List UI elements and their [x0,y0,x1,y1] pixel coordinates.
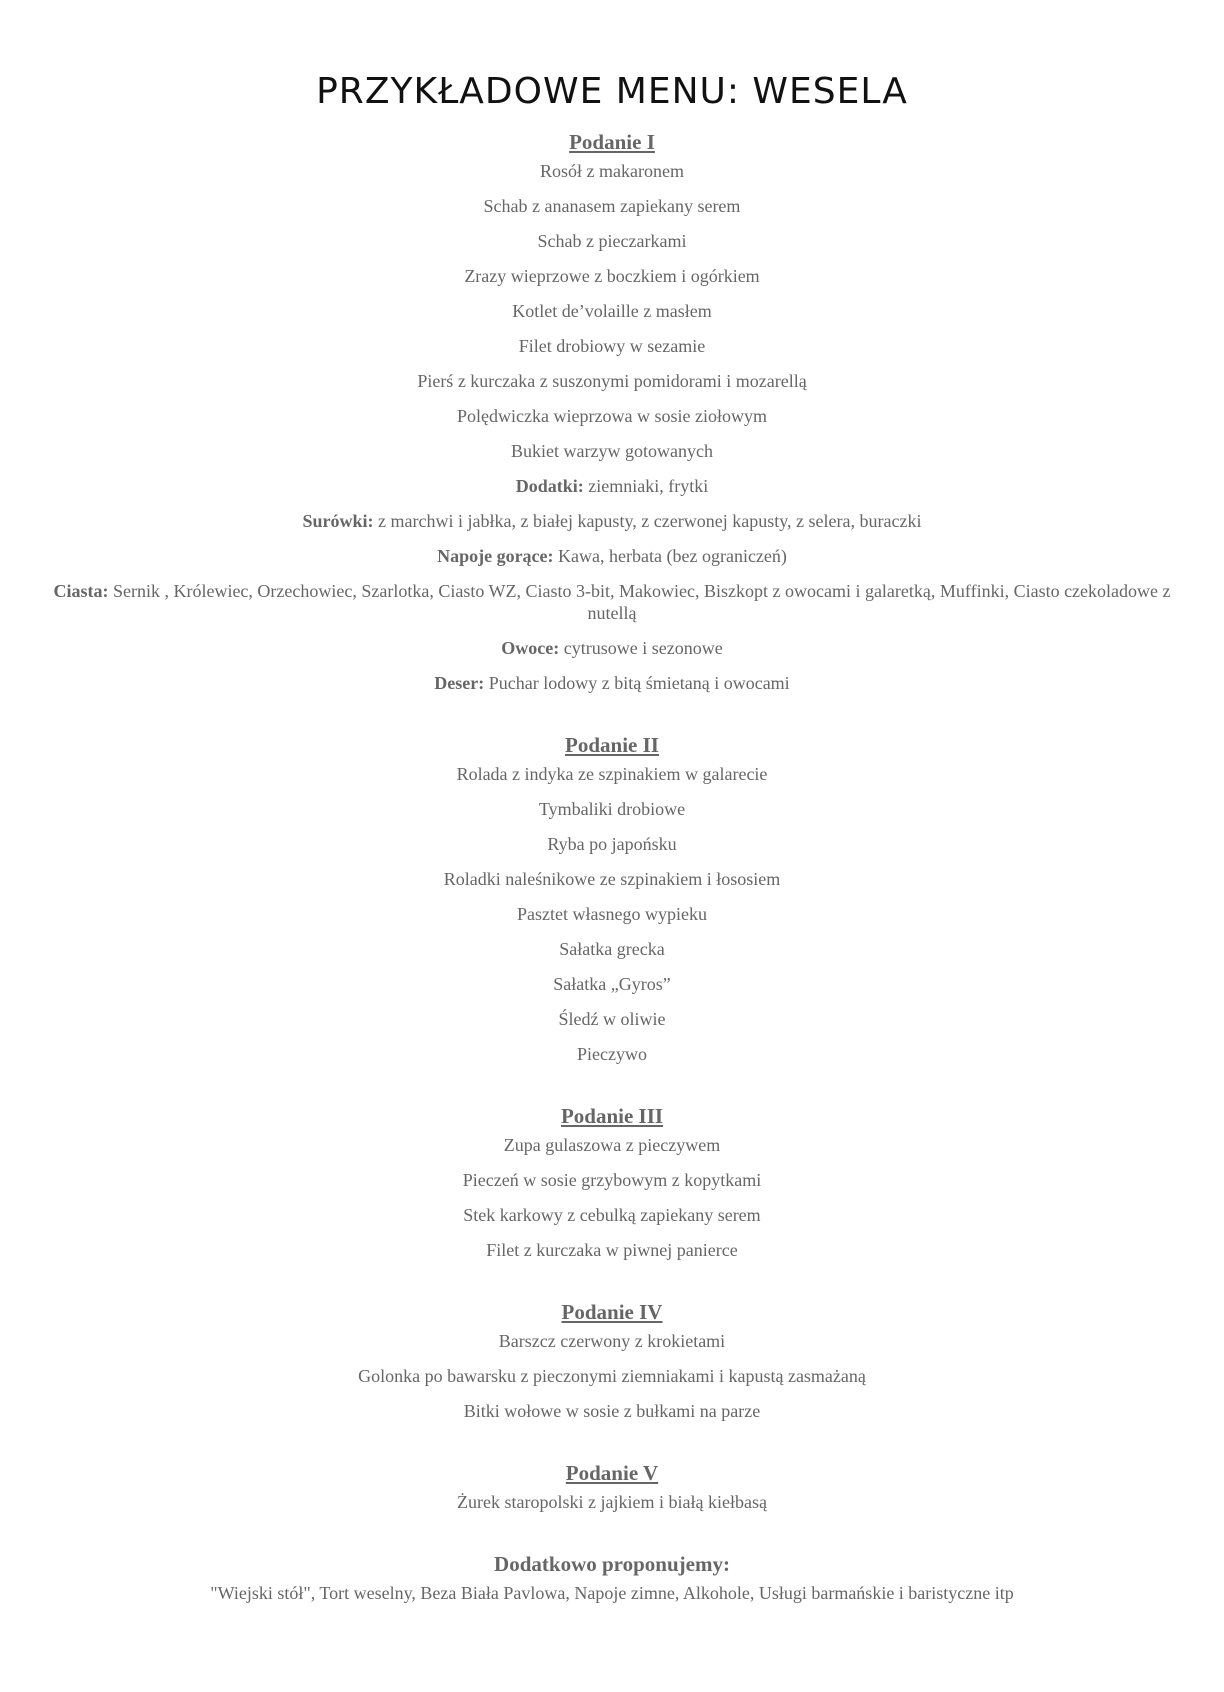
section-podanie-1 [40,128,1184,694]
extra-heading: Dodatkowo proponujemy: [494,1552,730,1576]
menu-item: Zupa gulaszowa z pieczywem [503,1135,721,1155]
menu-item: Bitki wołowe w sosie z bułkami na parze [463,1401,761,1421]
menu-item: Golonka po bawarsku z pieczonymi ziemniakami i kapustą zasmażaną [358,1366,866,1386]
item-label: Deser: [434,673,485,693]
item-label: Napoje gorące: [437,546,554,566]
section-heading: Podanie II [565,733,659,757]
item-text: Sernik , Królewiec, Orzechowiec, Szarlotka, Ciasto WZ, Ciasto 3-bit, Makowiec, Biszkopt z owocami i galaretką, Muffinki, Ciasto czekoladowe z nutellą [108,581,1171,623]
menu-item-ciasta [40,580,1184,624]
menu-item: Rolada z indyka ze szpinakiem w galarecie [456,764,768,784]
menu-item: Pieczeń w sosie grzybowym z kopytkami [462,1170,762,1190]
item-label: Owoce: [501,638,560,658]
menu-item: Rosół z makaronem [540,161,684,181]
menu-item: Sałatka grecka [559,939,665,959]
menu-item: Stek karkowy z cebulką zapiekany serem [463,1205,761,1225]
menu-item: Schab z pieczarkami [537,231,687,251]
item-text: ziemniaki, frytki [583,476,709,496]
menu-item: Filet z kurczaka w piwnej panierce [486,1240,738,1260]
section-heading: Podanie I [569,130,655,154]
section-heading: Podanie IV [561,1300,663,1324]
menu-item: Bukiet warzyw gotowanych [511,441,713,461]
menu-item: Pierś z kurczaka z suszonymi pomidorami i mozarellą [417,371,807,391]
item-text: z marchwi i jabłka, z białej kapusty, z czerwonej kapusty, z selera, buraczki [373,511,922,531]
item-label: Dodatki: [515,476,584,496]
menu-content [40,128,1184,1641]
section-heading: Podanie V [565,1461,659,1485]
menu-item-owoce [40,637,1184,659]
menu-item: Pasztet własnego wypieku [517,904,707,924]
menu-item-napoje [40,545,1184,567]
menu-item: Roladki naleśnikowe ze szpinakiem i łososiem [443,869,781,889]
section-extra [40,1550,1184,1604]
menu-item: Filet drobiowy w sezamie [518,336,706,356]
extra-text: "Wiejski stół", Tort weselny, Beza Biała Pavlowa, Napoje zimne, Alkohole, Usługi barmańskie i baristyczne itp [210,1583,1014,1603]
menu-item-dodatki [40,475,1184,497]
section-heading: Podanie III [560,1104,664,1128]
section-podanie-3 [40,1102,1184,1261]
item-text: Puchar lodowy z bitą śmietaną i owocami [484,673,790,693]
menu-item: Kotlet de’volaille z masłem [512,301,712,321]
menu-item: Zrazy wieprzowe z boczkiem i ogórkiem [464,266,760,286]
menu-item: Pieczywo [577,1044,647,1064]
menu-item: Ryba po japońsku [547,834,677,854]
menu-item: Schab z ananasem zapiekany serem [483,196,741,216]
menu-item: Sałatka „Gyros” [553,974,671,994]
menu-item: Tymbaliki drobiowe [538,799,686,819]
item-label: Surówki: [302,511,374,531]
item-text: cytrusowe i sezonowe [559,638,723,658]
menu-item-surowki [40,510,1184,532]
menu-item-deser [40,672,1184,694]
menu-item: Śledź w oliwie [558,1009,666,1029]
page-title: PRZYKŁADOWE MENU: WESELA [316,71,908,112]
section-podanie-2 [40,731,1184,1065]
menu-item: Barszcz czerwony z krokietami [498,1331,726,1351]
section-podanie-5 [40,1459,1184,1513]
item-label: Ciasta: [53,581,109,601]
section-podanie-4 [40,1298,1184,1422]
menu-item: Żurek staropolski z jajkiem i białą kiełbasą [457,1492,767,1512]
menu-item: Polędwiczka wieprzowa w sosie ziołowym [457,406,767,426]
item-text: Kawa, herbata (bez ograniczeń) [553,546,787,566]
